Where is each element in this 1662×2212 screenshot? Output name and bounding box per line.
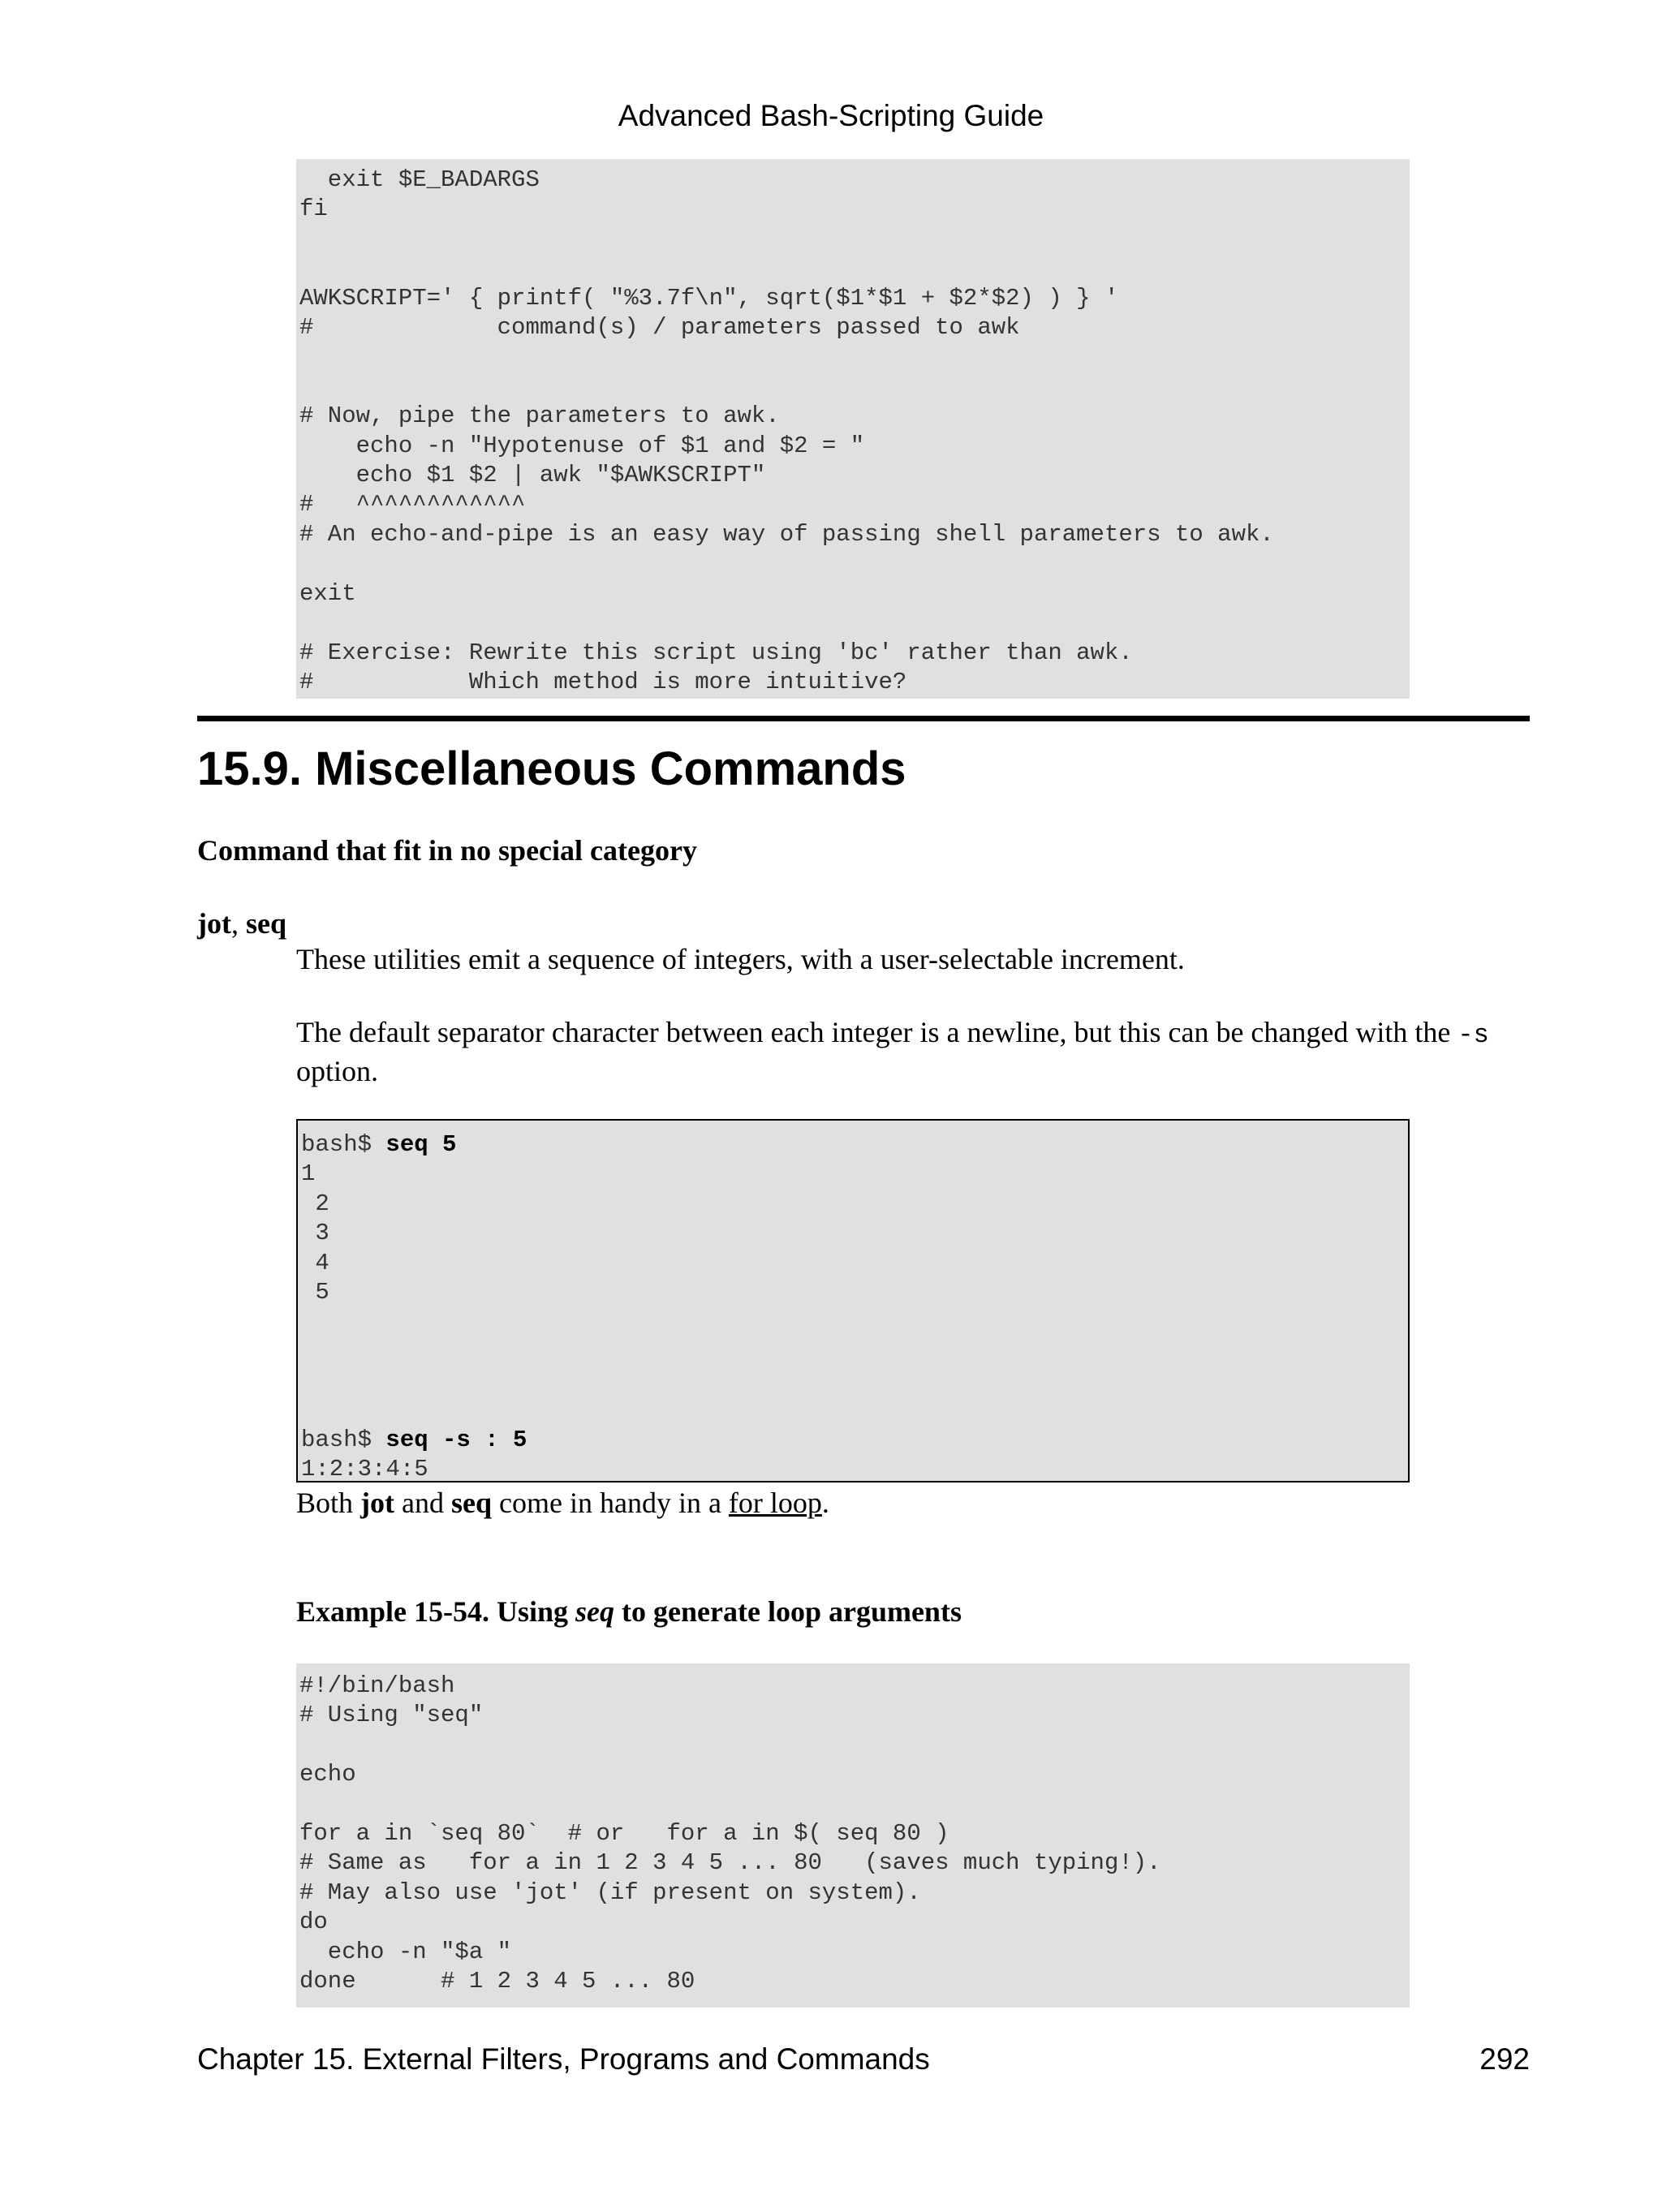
example-title-suffix: to generate loop arguments [614, 1595, 962, 1628]
inline-code-s-option: -s [1457, 1020, 1489, 1050]
code-awk-line: AWKSCRIPT=' { printf( "%3.7f\n", sqrt($1*$1 + $2*$2) ) } ' [299, 284, 1119, 312]
code-awk-line: # Now, pipe the parameters to awk. [299, 402, 780, 430]
screen-command-2: seq -s : 5 [385, 1427, 527, 1454]
code-awk-line: exit $E_BADARGS [299, 166, 540, 193]
code-seq-line: #!/bin/bash [299, 1672, 455, 1699]
code-awk-line: # command(s) / parameters passed to awk [299, 314, 1020, 342]
example-title [296, 1592, 962, 1631]
screen-prompt-1: bash$ [301, 1131, 386, 1158]
code-seq-line: # May also use 'jot' (if present on system). [299, 1878, 921, 1906]
screen-prompt-2: bash$ [301, 1427, 386, 1454]
code-block-awk-script [296, 159, 1410, 699]
footer-page-number: 292 [1479, 2042, 1530, 2076]
paragraph-utilities: These utilities emit a sequence of integers, with a user-selectable increment. [296, 943, 1185, 975]
p3-text-end: . [821, 1487, 829, 1519]
section-subtitle: Command that fit in no special category [197, 834, 697, 867]
running-header: Advanced Bash-Scripting Guide [618, 99, 1044, 132]
screen-command-1: seq 5 [385, 1131, 457, 1158]
code-awk-line: echo -n "Hypotenuse of $1 and $2 = " [299, 432, 865, 459]
code-seq-line: echo -n "$a " [299, 1938, 512, 1965]
code-awk-line: # ^^^^^^^^^^^^ [299, 491, 526, 519]
code-seq-line: do [299, 1909, 328, 1936]
code-seq-line: # Using "seq" [299, 1702, 484, 1729]
paragraph-separator-text: The default separator character between each integer is a newline, but this can be changed with the [296, 1016, 1458, 1048]
term-jot-seq [197, 904, 286, 943]
code-awk-line: fi [299, 196, 328, 223]
p3-text-before: Both [296, 1487, 361, 1519]
footer-chapter: Chapter 15. External Filters, Programs and Commands [197, 2042, 930, 2076]
code-awk-line: # Which method is more intuitive? [299, 668, 907, 695]
p3-seq: seq [450, 1487, 492, 1519]
paragraph-separator-end: option. [296, 1055, 379, 1087]
screen-output-1: 1 2 3 4 5 [301, 1160, 329, 1306]
term-seq: seq [245, 907, 286, 940]
example-title-prefix: Example 15-54. Using [296, 1595, 576, 1628]
code-seq-line: # Same as for a in 1 2 3 4 5 ... 80 (saves much typing!). [299, 1849, 1161, 1877]
for-loop-link[interactable]: for loop [728, 1487, 822, 1519]
p3-text-and: and [394, 1487, 451, 1519]
code-block-seq-example [296, 1663, 1410, 2008]
p3-jot: jot [360, 1487, 394, 1519]
screen-output-2: 1:2:3:4:5 [301, 1456, 428, 1483]
p3-text-mid: come in handy in a [492, 1487, 729, 1519]
term-separator: , [230, 907, 246, 940]
screen-output-block [296, 1119, 1410, 1483]
code-awk-line: echo $1 $2 | awk "$AWKSCRIPT" [299, 462, 766, 489]
paragraph-separator [296, 1014, 1530, 1090]
code-awk-line: exit [299, 579, 356, 607]
paragraph-for-loop [296, 1485, 1530, 1521]
section-divider [197, 716, 1530, 721]
example-title-emph: seq [575, 1595, 615, 1628]
section-title: 15.9. Miscellaneous Commands [197, 742, 906, 795]
term-jot: jot [197, 907, 231, 940]
code-awk-line: # An echo-and-pipe is an easy way of passing shell parameters to awk. [299, 520, 1274, 548]
code-seq-line: echo [299, 1761, 356, 1788]
code-seq-line: for a in `seq 80` # or for a in $( seq 80 ) [299, 1820, 949, 1848]
code-seq-line: done # 1 2 3 4 5 ... 80 [299, 1968, 695, 1995]
code-awk-line: # Exercise: Rewrite this script using 'bc' rather than awk. [299, 639, 1133, 666]
